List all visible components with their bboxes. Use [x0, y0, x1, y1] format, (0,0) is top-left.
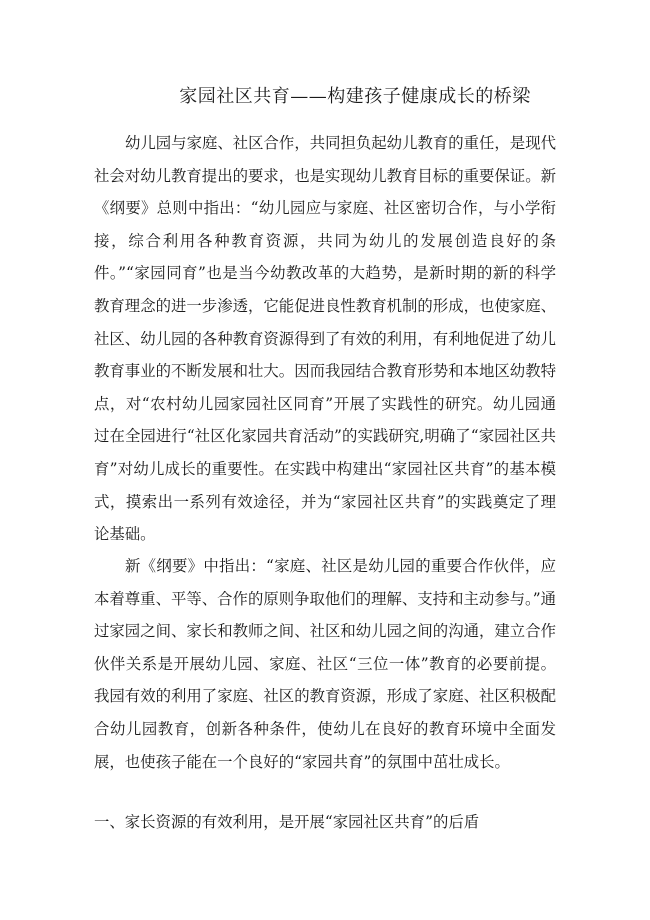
section-heading: 一、家长资源的有效利用，是开展“家园社区共育”的后盾	[94, 813, 480, 831]
paragraph-2: 新《纲要》中指出：“家庭、社区是幼儿园的重要合作伙伴，应本着尊重、平等、合作的原则争取他们的理解、支持和主动参与。”通过家园之间、家长和教师之间、社区和幼儿园之间的沟通，建立合作伙伴关系是开展幼儿园、家庭、社区“三位一体”教育的必要前提。我园有效的利用了家庭、社区的教育资源，形成了家庭、社区积极配合幼儿园教育，创新各种条件，使幼儿在良好的教育环境中全面发展，也使孩子能在一个良好的“家园共育”的氛围中茁壮成长。	[94, 557, 556, 771]
document-title: 家园社区共育——构建孩子健康成长的桥梁	[179, 86, 531, 107]
paragraph-1: 幼儿园与家庭、社区合作，共同担负起幼儿教育的重任，是现代社会对幼儿教育提出的要求，也是实现幼儿教育目标的重要保证。新《纲要》总则中指出：“幼儿园应与家庭、社区密切合作，与小学衔接，综合利用各种教育资源，共同为幼儿的发展创造良好的条件。”“家园同育”也是当今幼教改革的大趋势，是新时期的新的科学教育理念的进一步渗透，它能促进良性教育机制的形成，也使家庭、社区、幼儿园的各种教育资源得到了有效的利用，有利地促进了幼儿教育事业的不断发展和壮大。因而我园结合教育形势和本地区幼教特点，对“农村幼儿园家园社区同育”开展了实践性的研究。幼儿园通过在全园进行“社区化家园共育活动”的实践研究,明确了“家园社区共育”对幼儿成长的重要性。在实践中构建出“家园社区共育”的基本模式，摸索出一系列有效途径，并为“家园社区共育”的实践奠定了理论基础。	[94, 134, 556, 544]
